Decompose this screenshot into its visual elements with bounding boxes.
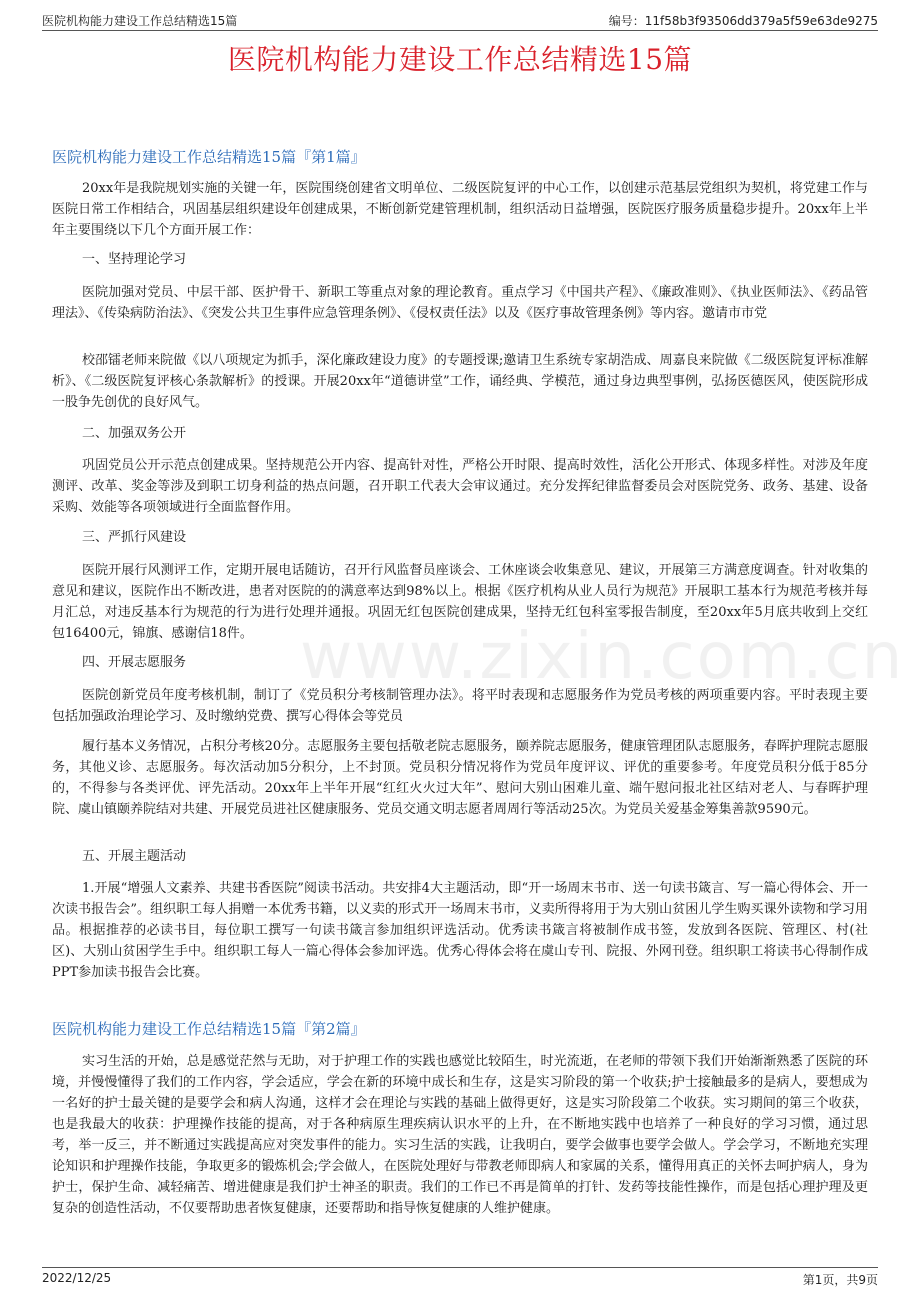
footer-date: 2022/12/25	[42, 1271, 112, 1285]
section-1-paragraph: 巩固党员公开示范点创建成果。坚持规范公开内容、提高针对性，严格公开时限、提高时效性，活化公开形式、体现多样性。对涉及年度测评、改革、奖金等涉及到职工切身利益的热点问题，召开职工代表大会审议通过。充分发挥纪律监督委员会对医院党务、政务、基建、设备采购、效能等各项领域进行全面监督作用。	[52, 458, 868, 515]
section-1-paragraph-intro: 20xx年是我院规划实施的关键一年，医院围绕创建省文明单位、二级医院复评的中心工作，以创建示范基层党组织为契机，将党建工作与医院日常工作相结合，巩固基层组织建设年创建成果，不断创新党建管理机制，组织活动日益增强，医院医疗服务质量稳步提升。20xx年上半年主要围绕以下几个方面开展工作：	[52, 181, 868, 238]
section-1-heading-2: 二、加强双务公开	[82, 426, 187, 441]
section-1-paragraph: 校邵镭老师来院做《以八项规定为抓手，深化廉政建设力度》的专题授课;邀请卫生系统专家胡浩成、周嘉良来院做《二级医院复评标准解析》、《二级医院复评核心条款解析》的授课。开展20xx年“道德讲堂”工作，诵经典、学模范，通过身边典型事例，弘扬医德医风，使医院形成一股争先创优的良好风气。	[52, 353, 868, 410]
section-1-paragraph: 1.开展“增强人文素养、共建书香医院”阅读书活动。共安排4大主题活动，即“开一场周末书市、送一句读书箴言、写一篇心得体会、开一次读书报告会”。组织职工每人捐赠一本优秀书籍，以义卖的形式开一场周末书市，义卖所得将用于为大别山贫困儿学生购买课外读物和学习用品。根据推荐的必读书目，每位职工撰写一句读书箴言参加组织评选活动。优秀读书箴言将被制作成书签，发放到各医院、管理区、村(社区)、大别山贫困学生手中。组织职工每人一篇心得体会参加评选。优秀心得体会将在虞山专刊、院报、外网刊登。组织职工将读书心得制作成PPT参加读书报告会比赛。	[52, 881, 868, 980]
footer-page-number: 第1页，共9页	[802, 1273, 878, 1287]
section-1-title: 医院机构能力建设工作总结精选15篇『第1篇』	[52, 148, 366, 166]
page-footer	[42, 1267, 878, 1288]
section-1-heading-1: 一、坚持理论学习	[82, 252, 187, 267]
section-1-paragraph: 医院开展行风测评工作，定期开展电话随访，召开行风监督员座谈会、工休座谈会收集意见、建议，开展第三方满意度调查。针对收集的意见和建议，医院作出不断改进，患者对医院的的满意率达到98%以上。根据《医疗机构从业人员行为规范》开展职工基本行为规范考核并每月汇总，对违反基本行为规范的行为进行处理并通报。巩固无红包医院创建成果，坚持无红包科室零报告制度，至20xx年5月底共收到上交红包16400元，锦旗、感谢信18件。	[52, 563, 868, 641]
section-1-heading-3: 三、严抓行风建设	[82, 530, 187, 545]
section-1-heading-5: 五、开展主题活动	[82, 849, 187, 864]
section-1-paragraph: 履行基本义务情况，占积分考核20分。志愿服务主要包括敬老院志愿服务，颐养院志愿服务，健康管理团队志愿服务，春晖护理院志愿服务，其他义诊、志愿服务。每次活动加5分积分，上不封顶。党员积分情况将作为党员年度评议、评优的重要参考。年度党员积分低于85分的，不得参与各类评优、评先活动。20xx年上半年开展“红红火火过大年”、慰问大别山困难儿童、端午慰问报北社区结对老人、与春晖护理院、虞山镇颐养院结对共建、开展党员进社区健康服务、党员交通文明志愿者周周行等活动25次。为党员关爱基金筹集善款9590元。	[52, 739, 868, 817]
watermark: www.zixin.com.cn	[300, 620, 905, 694]
page-header	[42, 10, 878, 31]
header-doc-id: 编号：11f58b3f93506dd379a5f59e63de9275	[608, 14, 878, 28]
section-1-paragraph: 医院加强对党员、中层干部、医护骨干、新职工等重点对象的理论教育。重点学习《中国共产程》、《廉政准则》、《执业医师法》、《药品管理法》、《传染病防治法》、《突发公共卫生事件应急管理条例》、《侵权责任法》以及《医疗事故管理条例》等内容。邀请市市党	[52, 285, 868, 321]
section-2-paragraph: 实习生活的开始，总是感觉茫然与无助，对于护理工作的实践也感觉比较陌生，时光流逝，在老师的带领下我们开始渐渐熟悉了医院的环境，并慢慢懂得了我们的工作内容，学会适应，学会在新的环境中成长和生存，这是实习阶段的第一个收获;护士接触最多的是病人，要想成为一名好的护士最关键的是要学会和病人沟通，这样才会在理论与实践的基础上做得更好，这是实习阶段第二个收获。实习期间的第三个收获，也是我最大的收获：护理操作技能的提高，对于各种病原生理疾病认识水平的上升，在不断地实践中也培养了一种良好的学习习惯，通过思考，举一反三，并不断通过实践提高应对突发事件的能力。实习生活的实践，让我明白，要学会做事也要学会做人。学会学习，不断地充实理论知识和护理操作技能，争取更多的锻炼机会;学会做人，在医院处理好与带教老师即病人和家属的关系，懂得用真正的关怀去呵护病人，身为护士，保护生命、减轻痛苦、增进健康是我们护士神圣的职责。我们的工作已不再是简单的打针、发药等技能性操作，而是包括心理护理及更复杂的创造性活动，不仅要帮助患者恢复健康，还要帮助和指导恢复健康的人维护健康。	[52, 1054, 868, 1216]
document-title: 医院机构能力建设工作总结精选15篇	[227, 43, 693, 76]
section-1-heading-4: 四、开展志愿服务	[82, 655, 187, 670]
section-2-title: 医院机构能力建设工作总结精选15篇『第2篇』	[52, 1020, 366, 1038]
section-1-paragraph: 医院创新党员年度考核机制，制订了《党员积分考核制管理办法》。将平时表现和志愿服务作为党员考核的两项重要内容。平时表现主要包括加强政治理论学习、及时缴纳党费、撰写心得体会等党员	[52, 688, 868, 724]
header-doc-name: 医院机构能力建设工作总结精选15篇	[42, 14, 238, 28]
